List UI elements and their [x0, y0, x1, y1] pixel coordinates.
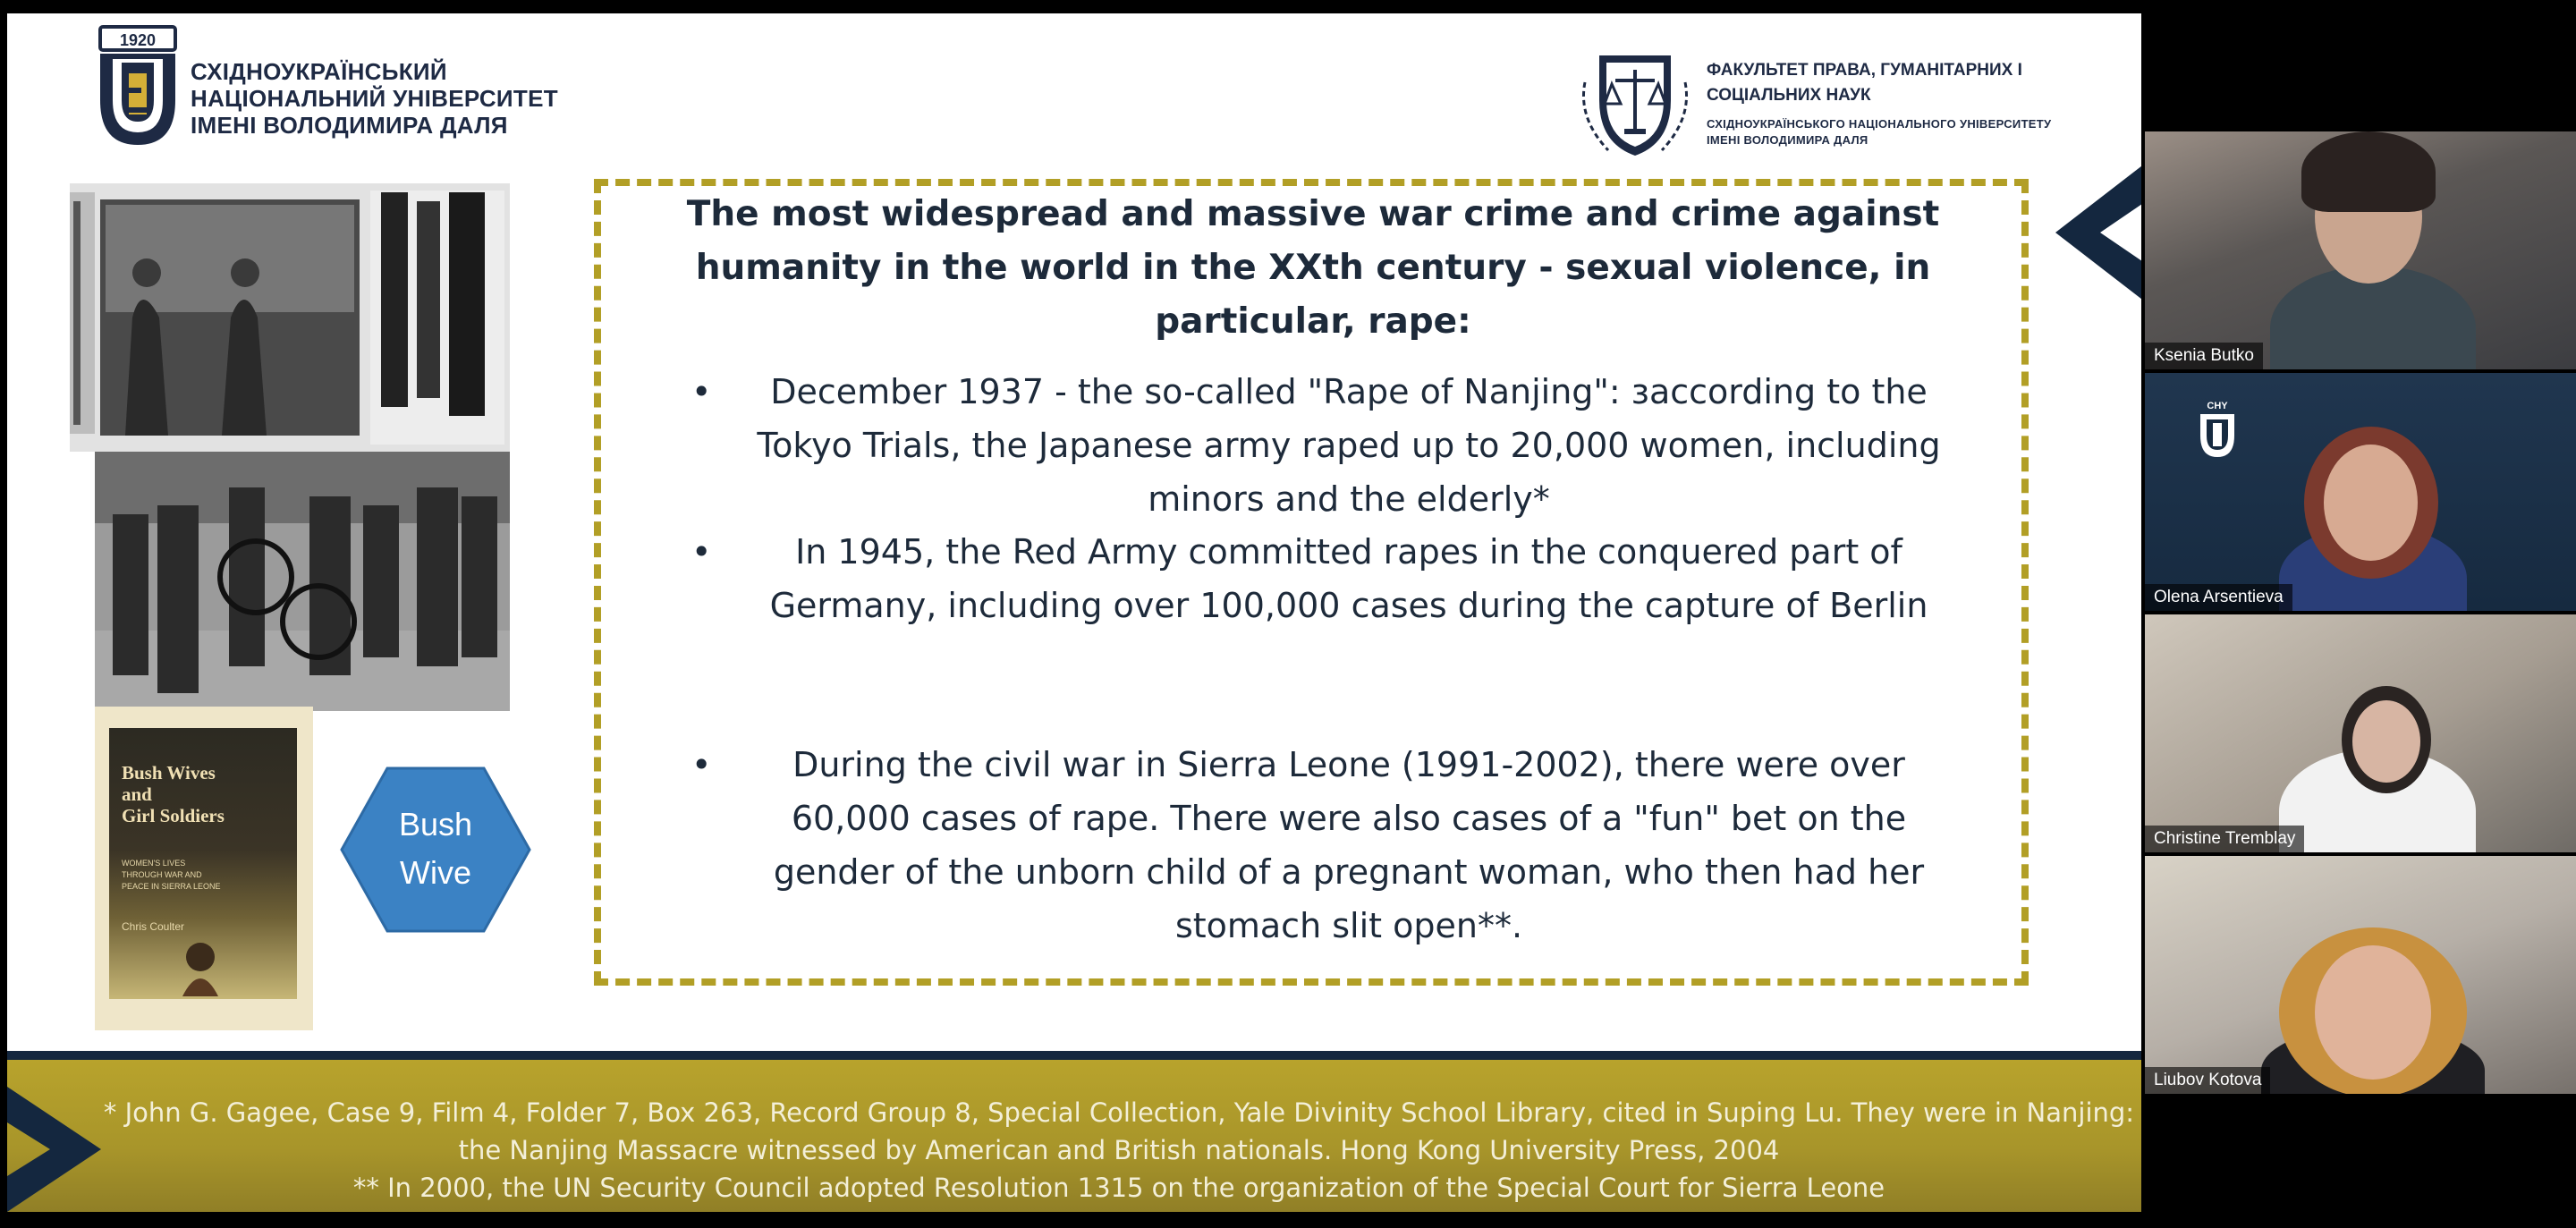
chevron-left-icon — [2055, 157, 2141, 309]
bullet-item — [691, 525, 1953, 686]
bullet-text: In 1945, the Red Army committed rapes in the conquered part of Germany, including over 100,000 cases during the capture of Berlin — [769, 532, 1928, 625]
logo-text: CHY — [2207, 401, 2228, 411]
bullet-item — [691, 738, 1953, 953]
book-cover — [109, 728, 297, 999]
book-subtitle-line: THROUGH WAR AND — [122, 870, 202, 879]
footnote-line: the Nanjing Massacre witnessed by American and British nationals. Hong Kong University Press, 2004 — [458, 1135, 1780, 1165]
slide-heading: The most widespread and massive war crime and crime against humanity in the world in the XXth century - sexual violence, in particular, rape: — [686, 194, 1940, 342]
faculty-subtitle-line: СХІДНОУКРАЇНСЬКОГО НАЦІОНАЛЬНОГО УНІВЕРСИТЕТУ — [1707, 117, 2052, 131]
university-name-line: НАЦІОНАЛЬНИЙ УНІВЕРСИТЕТ — [191, 85, 558, 112]
participant-hair — [2301, 131, 2436, 212]
participant-face — [2324, 445, 2418, 561]
faculty-subtitle-line: ІМЕНІ ВОЛОДИМИРА ДАЛЯ — [1707, 133, 1868, 147]
faculty-subtitle — [1707, 116, 2100, 148]
figure-icon — [165, 934, 236, 996]
participant-face — [2352, 700, 2420, 783]
participant-video-tile[interactable] — [2145, 614, 2576, 852]
participant-video-tile[interactable] — [2145, 131, 2576, 369]
book-subtitle — [122, 858, 292, 893]
university-name-line: СХІДНОУКРАЇНСЬКИЙ — [191, 58, 447, 85]
bullet-item — [691, 365, 1953, 526]
university-name-line: ІМЕНІ ВОЛОДИМИРА ДАЛЯ — [191, 112, 508, 139]
hexagon-label-line: Wive — [400, 854, 471, 891]
faculty-name-line: ФАКУЛЬТЕТ ПРАВА, ГУМАНІТАРНИХ І — [1707, 61, 2022, 80]
participant-video-tile[interactable] — [2145, 373, 2576, 611]
book-title-line: and — [122, 783, 152, 805]
participant-name-tag: Ksenia Butko — [2145, 343, 2263, 369]
footnotes-footer — [7, 1060, 2141, 1212]
scales-of-justice-icon — [1572, 38, 1698, 163]
participant-video-tile[interactable] — [2145, 856, 2576, 1094]
participant-face — [2315, 945, 2431, 1080]
street-scene-image — [95, 452, 510, 711]
hexagon-label-line: Bush — [398, 806, 473, 843]
book-subtitle-line: PEACE IN SIERRA LEONE — [122, 882, 221, 891]
bullet-text: December 1937 - the so-called "Rape of Nanjing": заccording to the Tokyo Trials, the Japanese army raped up to 20,000 women, including minors and the elderly* — [757, 372, 1941, 519]
footnote-line: * John G. Gagee, Case 9, Film 4, Folder 7, Box 263, Record Group 8, Special Collection, Yale Divinity School Library, cited in Suping Lu. They were in Nanjing: — [103, 1097, 2135, 1128]
book-title — [122, 762, 292, 826]
newspaper-photo — [70, 183, 510, 452]
university-crest-icon — [95, 23, 181, 148]
street-photo — [95, 452, 510, 711]
bullet-dot: • — [691, 532, 712, 572]
participant-name-tag: Olena Arsentieva — [2145, 584, 2292, 611]
university-logo-icon — [2195, 398, 2240, 461]
faculty-name — [1707, 58, 2100, 108]
book-title-line: Girl Soldiers — [122, 805, 225, 826]
bullet-text: During the civil war in Sierra Leone (1991-2002), there were over 60,000 cases of rape. There were also cases of a "fun" bet on the gender of the unborn child of a pregnant woman, who then had her stomach slit open**. — [773, 745, 1925, 945]
footnote-line: ** In 2000, the UN Security Council adopted Resolution 1315 on the organization of the Special Court for Sierra Leone — [352, 1173, 1885, 1203]
newspaper-image — [70, 183, 510, 452]
book-author: Chris Coulter — [122, 920, 185, 933]
university-year: 1920 — [119, 31, 157, 49]
chevron-right-icon — [7, 1087, 101, 1212]
participant-name-tag: Christine Tremblay — [2145, 826, 2304, 852]
book-cover-photo — [95, 707, 313, 1030]
hexagon-label — [338, 800, 533, 897]
book-subtitle-line: WOMEN'S LIVES — [122, 859, 186, 868]
university-name — [191, 58, 566, 139]
footer-divider — [7, 1051, 2141, 1060]
bullet-dot: • — [691, 745, 712, 784]
bullet-dot: • — [691, 372, 712, 411]
faculty-name-line: СОЦІАЛЬНИХ НАУК — [1707, 86, 1871, 105]
presentation-slide — [7, 13, 2141, 1212]
participant-name-tag: Liubov Kotova — [2145, 1067, 2270, 1094]
book-title-line: Bush Wives — [122, 762, 216, 783]
